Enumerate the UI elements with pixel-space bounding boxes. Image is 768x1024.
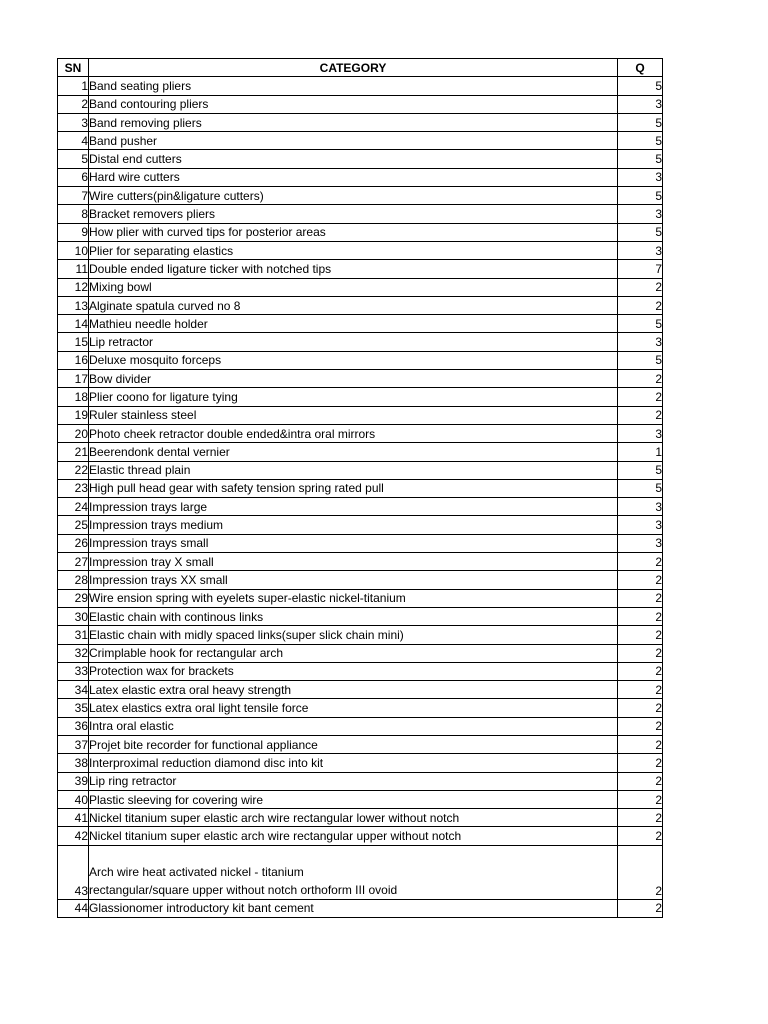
row-sn: 21 [58,443,89,461]
row-category: Deluxe mosquito forceps [89,351,618,369]
row-category: Projet bite recorder for functional appliance [89,735,618,753]
header-row [58,59,663,77]
table-row [58,899,663,917]
row-quantity: 2 [618,388,663,406]
row-sn: 33 [58,662,89,680]
row-sn: 27 [58,553,89,571]
row-sn: 4 [58,132,89,150]
row-sn: 35 [58,699,89,717]
row-sn: 25 [58,516,89,534]
row-category: Latex elastic extra oral heavy strength [89,681,618,699]
row-sn: 8 [58,205,89,223]
row-quantity: 5 [618,113,663,131]
row-sn: 10 [58,241,89,259]
row-quantity: 2 [618,790,663,808]
table-row [58,424,663,442]
row-quantity: 3 [618,516,663,534]
row-sn: 24 [58,498,89,516]
row-sn: 19 [58,406,89,424]
row-category: Double ended ligature ticker with notched tips [89,260,618,278]
row-sn: 2 [58,95,89,113]
row-sn: 7 [58,187,89,205]
table-row [58,113,663,131]
row-category: Elastic chain with continous links [89,607,618,625]
row-sn: 14 [58,315,89,333]
table-row [58,516,663,534]
row-sn: 9 [58,223,89,241]
table-row [58,296,663,314]
row-category: Crimplable hook for rectangular arch [89,644,618,662]
row-category: Alginate spatula curved no 8 [89,296,618,314]
table-row [58,534,663,552]
table-row [58,315,663,333]
table-row [58,443,663,461]
row-sn: 16 [58,351,89,369]
row-sn: 6 [58,168,89,186]
table-row [58,260,663,278]
row-quantity: 2 [618,626,663,644]
table-row [58,626,663,644]
table-row [58,241,663,259]
row-sn: 37 [58,735,89,753]
table-row [58,278,663,296]
table-row [58,333,663,351]
table-row [58,388,663,406]
row-sn: 18 [58,388,89,406]
table-row [58,461,663,479]
row-category: Impression trays medium [89,516,618,534]
row-quantity: 2 [618,681,663,699]
row-category [89,845,618,899]
table-row [58,717,663,735]
row-sn: 1 [58,77,89,95]
row-quantity: 2 [618,278,663,296]
row-category-line: Arch wire heat activated nickel - titanium [89,864,304,879]
row-quantity: 2 [618,899,663,917]
row-category: Wire cutters(pin&ligature cutters) [89,187,618,205]
row-sn: 41 [58,809,89,827]
row-sn: 28 [58,571,89,589]
row-quantity: 3 [618,333,663,351]
row-quantity: 2 [618,644,663,662]
table-row [58,498,663,516]
row-sn: 23 [58,479,89,497]
row-sn: 38 [58,754,89,772]
table-row [58,205,663,223]
table-row [58,150,663,168]
row-quantity: 2 [618,699,663,717]
row-quantity: 5 [618,315,663,333]
row-category: Lip retractor [89,333,618,351]
row-category: How plier with curved tips for posterior areas [89,223,618,241]
row-quantity: 3 [618,241,663,259]
row-category: Impression trays small [89,534,618,552]
row-sn: 43 [58,845,89,899]
row-quantity: 1 [618,443,663,461]
row-category: Bow divider [89,370,618,388]
row-category-line: rectangular/square upper without notch orthoform III ovoid [89,882,398,897]
row-sn: 32 [58,644,89,662]
table-row [58,223,663,241]
table-row [58,827,663,845]
row-category: Glassionomer introductory kit bant cement [89,899,618,917]
header-category: CATEGORY [89,59,618,77]
row-sn: 15 [58,333,89,351]
row-sn: 29 [58,589,89,607]
table-row [58,644,663,662]
table-body-tail [58,845,663,917]
row-quantity: 2 [618,735,663,753]
row-quantity: 2 [618,809,663,827]
table-row [58,790,663,808]
row-quantity: 5 [618,223,663,241]
row-sn: 42 [58,827,89,845]
table-row [58,607,663,625]
table-row [58,168,663,186]
row-category: Wire ension spring with eyelets super-elastic nickel-titanium [89,589,618,607]
header-quantity: Q [618,59,663,77]
table-row [58,699,663,717]
table-row [58,479,663,497]
inventory-table [57,58,663,918]
row-quantity: 2 [618,772,663,790]
row-sn: 12 [58,278,89,296]
row-category: Elastic thread plain [89,461,618,479]
row-quantity: 2 [618,845,663,899]
row-quantity: 3 [618,168,663,186]
row-sn: 39 [58,772,89,790]
row-category: Band removing pliers [89,113,618,131]
row-quantity: 2 [618,607,663,625]
row-sn: 34 [58,681,89,699]
table-row [58,553,663,571]
table-row [58,351,663,369]
table-row [58,187,663,205]
row-category: Photo cheek retractor double ended&intra oral mirrors [89,424,618,442]
row-category: Lip ring retractor [89,772,618,790]
row-quantity: 3 [618,498,663,516]
table-row [58,772,663,790]
row-quantity: 7 [618,260,663,278]
row-sn: 5 [58,150,89,168]
row-category: Band pusher [89,132,618,150]
row-category: Bracket removers pliers [89,205,618,223]
row-category: Nickel titanium super elastic arch wire rectangular upper without notch [89,827,618,845]
row-category: Beerendonk dental vernier [89,443,618,461]
row-category: Hard wire cutters [89,168,618,186]
row-quantity: 5 [618,77,663,95]
row-category: High pull head gear with safety tension spring rated pull [89,479,618,497]
row-quantity: 2 [618,717,663,735]
row-category: Impression trays large [89,498,618,516]
row-sn: 11 [58,260,89,278]
row-category: Impression tray X small [89,553,618,571]
header-sn: SN [58,59,89,77]
row-sn: 44 [58,899,89,917]
row-category: Band contouring pliers [89,95,618,113]
row-sn: 36 [58,717,89,735]
table-row [58,754,663,772]
row-category: Plastic sleeving for covering wire [89,790,618,808]
row-quantity: 5 [618,351,663,369]
table-row [58,370,663,388]
row-quantity: 5 [618,461,663,479]
row-quantity: 3 [618,534,663,552]
table-body [58,77,663,845]
row-quantity: 2 [618,296,663,314]
row-sn: 22 [58,461,89,479]
row-quantity: 5 [618,132,663,150]
row-category: Intra oral elastic [89,717,618,735]
row-quantity: 2 [618,662,663,680]
row-category: Interproximal reduction diamond disc into kit [89,754,618,772]
row-quantity: 5 [618,479,663,497]
row-sn: 26 [58,534,89,552]
row-sn: 3 [58,113,89,131]
table-row [58,132,663,150]
row-sn: 20 [58,424,89,442]
row-sn: 13 [58,296,89,314]
table-row [58,77,663,95]
row-quantity: 2 [618,406,663,424]
table-row [58,406,663,424]
table-row [58,845,663,899]
table-row [58,735,663,753]
row-category: Elastic chain with midly spaced links(super slick chain mini) [89,626,618,644]
row-quantity: 2 [618,754,663,772]
row-category: Band seating pliers [89,77,618,95]
row-sn: 17 [58,370,89,388]
row-quantity: 3 [618,95,663,113]
table-row [58,809,663,827]
row-quantity: 2 [618,370,663,388]
row-category: Mixing bowl [89,278,618,296]
row-sn: 30 [58,607,89,625]
row-category: Ruler stainless steel [89,406,618,424]
row-quantity: 3 [618,205,663,223]
row-quantity: 2 [618,571,663,589]
row-sn: 31 [58,626,89,644]
row-quantity: 2 [618,553,663,571]
row-quantity: 5 [618,150,663,168]
row-sn: 40 [58,790,89,808]
table-row [58,662,663,680]
row-category: Nickel titanium super elastic arch wire rectangular lower without notch [89,809,618,827]
row-quantity: 2 [618,827,663,845]
row-category: Plier for separating elastics [89,241,618,259]
row-category: Distal end cutters [89,150,618,168]
row-quantity: 3 [618,424,663,442]
row-quantity: 5 [618,187,663,205]
row-category: Impression trays XX small [89,571,618,589]
row-category: Protection wax for brackets [89,662,618,680]
row-quantity: 2 [618,589,663,607]
table-row [58,681,663,699]
table-row [58,589,663,607]
table-row [58,95,663,113]
table-row [58,571,663,589]
row-category: Plier coono for ligature tying [89,388,618,406]
row-category: Latex elastics extra oral light tensile force [89,699,618,717]
row-category: Mathieu needle holder [89,315,618,333]
